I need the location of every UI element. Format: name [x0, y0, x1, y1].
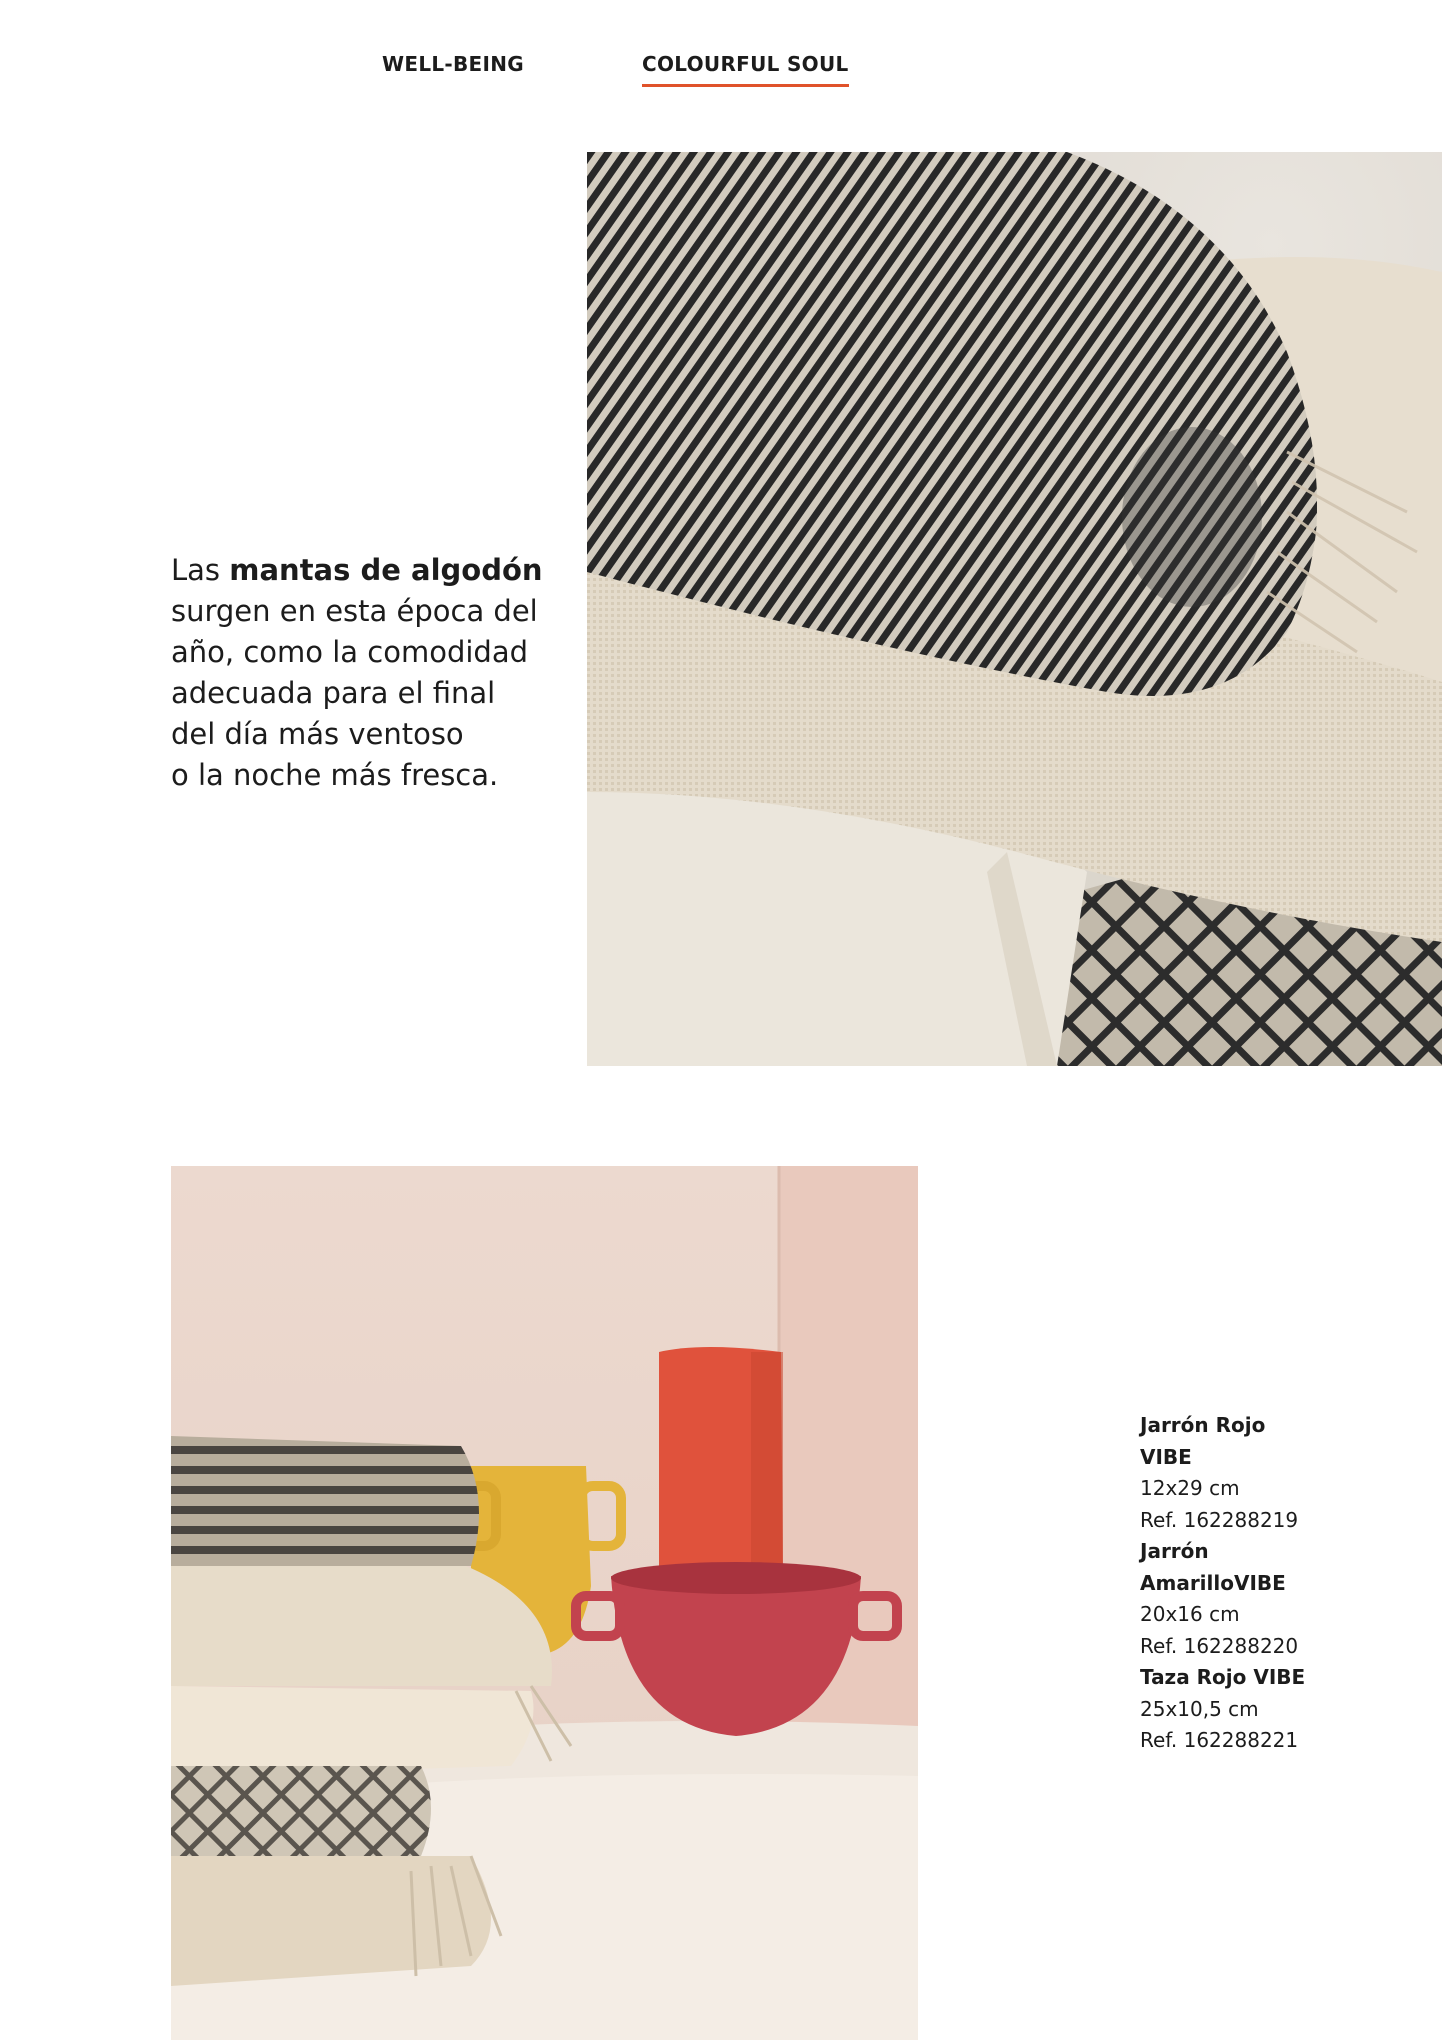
blankets-photo [587, 152, 1442, 1066]
intro-line: del día más ventoso [171, 717, 464, 751]
tab-colourful-soul[interactable] [642, 52, 849, 88]
product-name: Taza Rojo VIBE [1140, 1665, 1306, 1689]
product-ref: Ref. 162288219 [1140, 1507, 1299, 1532]
intro-prefix: Las [171, 553, 230, 587]
intro-line: o la noche más fresca. [171, 758, 499, 792]
intro-line: surgen en esta época del [171, 594, 538, 628]
product-size: 20x16 cm [1140, 1602, 1240, 1626]
vases-photo [171, 1166, 918, 2040]
product-name: Jarrón Rojo [1140, 1413, 1266, 1437]
product-item [1140, 1410, 1380, 1536]
product-name: AmarilloVIBE [1140, 1570, 1286, 1595]
tab-well-being-label: WELL-BEING [382, 52, 525, 76]
product-name: Jarrón [1140, 1539, 1209, 1563]
intro-line: año, como la comodidad [171, 635, 529, 669]
product-item [1140, 1536, 1380, 1662]
intro-paragraph [171, 550, 571, 796]
tab-colourful-soul-label: COLOURFUL SOUL [642, 52, 849, 76]
product-size: 25x10,5 cm [1140, 1696, 1259, 1721]
product-size: 12x29 cm [1140, 1476, 1240, 1500]
product-ref: Ref. 162288220 [1140, 1633, 1299, 1658]
product-item [1140, 1662, 1380, 1757]
intro-first-line [171, 550, 571, 591]
product-name: VIBE [1140, 1444, 1192, 1469]
product-list [1140, 1410, 1380, 1757]
intro-line: adecuada para el final [171, 676, 496, 710]
intro-bold-phrase: mantas de algodón [229, 553, 543, 587]
active-tab-underline [642, 84, 849, 87]
product-ref: Ref. 162288221 [1140, 1728, 1299, 1752]
tab-well-being[interactable] [382, 52, 524, 88]
